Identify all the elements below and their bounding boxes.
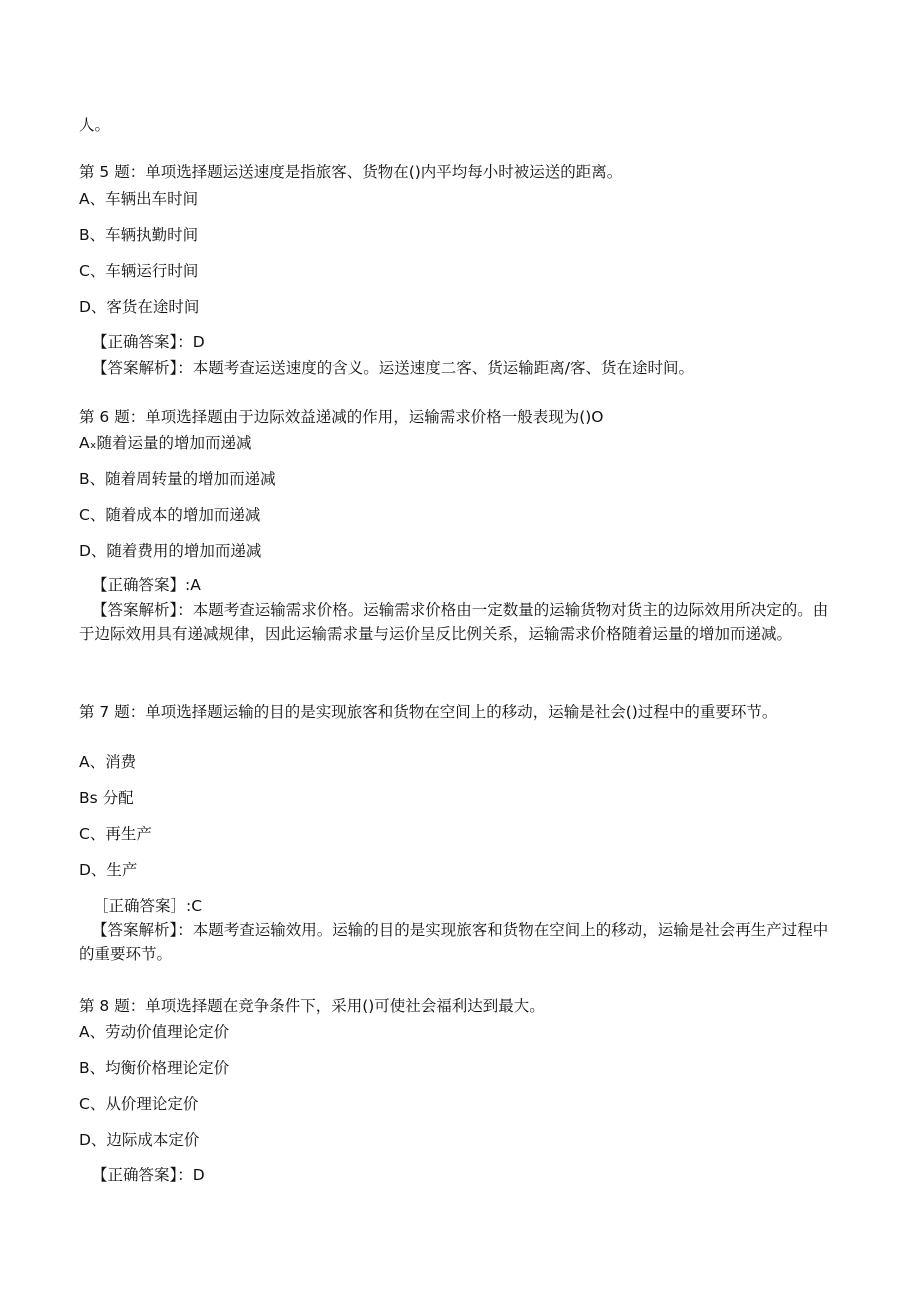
question-5-option-c: C、车辆运行时间 bbox=[79, 262, 199, 280]
question-5-analysis: 【答案解析】：本题考查运送速度的含义。运送速度二客、货运输距离/客、货在途时间。 bbox=[92, 359, 694, 377]
question-8-option-c: C、从价理论定价 bbox=[79, 1095, 199, 1113]
question-8-option-b: B、均衡价格理论定价 bbox=[79, 1059, 230, 1077]
question-7-option-b: Bs 分配 bbox=[79, 789, 134, 807]
question-6-answer: 【正确答案】:A bbox=[92, 576, 201, 594]
question-7-answer: ［正确答案］:C bbox=[93, 897, 203, 915]
question-8-option-d: D、边际成本定价 bbox=[79, 1131, 200, 1149]
question-6-stem: 第 6 题：单项选择题由于边际效益递减的作用，运输需求价格一般表现为()O bbox=[79, 408, 604, 426]
question-7-option-a: A、消费 bbox=[79, 753, 137, 771]
question-5-answer: 【正确答案】：D bbox=[92, 333, 205, 351]
question-7-option-d: D、生产 bbox=[79, 861, 138, 879]
question-6-analysis: 【答案解析】：本题考查运输需求价格。运输需求价格由一定数量的运输货物对货主的边际效用所决定的。由于边际效用具有递减规律，因此运输需求量与运价呈反比例关系，运输需求价格随着运量的增加而递减。 bbox=[79, 601, 829, 643]
question-5-option-a: A、车辆出车时间 bbox=[79, 190, 199, 208]
question-7-option-c: C、再生产 bbox=[79, 825, 152, 843]
question-5-option-b: B、车辆执勤时间 bbox=[79, 226, 199, 244]
question-6-option-d: D、随着费用的增加而递减 bbox=[79, 542, 262, 560]
question-6-option-a: Aₓ随着运量的增加而递减 bbox=[79, 434, 252, 452]
question-8-stem: 第 8 题：单项选择题在竞争条件下，采用()可使社会福利达到最大。 bbox=[79, 997, 545, 1015]
question-7-stem: 第 7 题：单项选择题运输的目的是实现旅客和货物在空间上的移动，运输是社会()过程中的重要环节。 bbox=[79, 703, 778, 721]
question-5-stem: 第 5 题：单项选择题运送速度是指旅客、货物在()内平均每小时被运送的距离。 bbox=[79, 163, 623, 181]
question-7-analysis: 【答案解析】：本题考查运输效用。运输的目的是实现旅客和货物在空间上的移动，运输是社会再生产过程中的重要环节。 bbox=[79, 921, 829, 963]
question-8-option-a: A、劳动价值理论定价 bbox=[79, 1023, 230, 1041]
question-6-option-b: B、随着周转量的增加而递减 bbox=[79, 470, 276, 488]
question-5-option-d: D、客货在途时间 bbox=[79, 298, 200, 316]
lead-text: 人。 bbox=[79, 116, 111, 134]
question-8-answer: 【正确答案】：D bbox=[92, 1166, 205, 1184]
question-6-option-c: C、随着成本的增加而递减 bbox=[79, 506, 261, 524]
